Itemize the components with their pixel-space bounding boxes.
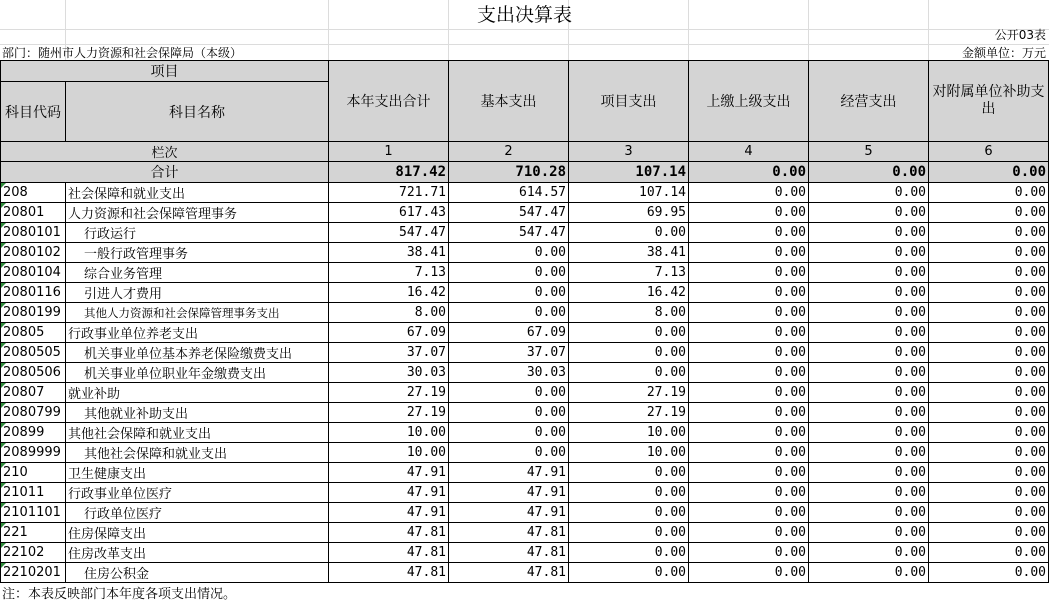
- subject-code-cell: [1, 263, 66, 283]
- amount-cell: 16.42: [329, 283, 449, 303]
- cell-marker-icon: [1, 523, 6, 528]
- table-row: [1, 343, 1049, 363]
- subject-code-cell: [1, 523, 66, 543]
- subject-code-cell: [1, 503, 66, 523]
- subject-code-cell: [1, 243, 66, 263]
- subject-code: 2080104: [3, 265, 61, 280]
- amount-cell: 0.00: [809, 283, 929, 303]
- subject-code-cell: [1, 463, 66, 483]
- amount-cell: 0.00: [449, 423, 569, 443]
- amount-cell: 0.00: [929, 463, 1049, 483]
- total-value: 817.42: [329, 162, 449, 183]
- column-number: 1: [329, 142, 449, 162]
- amount-cell: 0.00: [929, 263, 1049, 283]
- cell-marker-icon: [1, 423, 6, 428]
- subject-name: 机关事业单位基本养老保险缴费支出: [66, 343, 329, 363]
- subject-code: 2080102: [3, 245, 61, 260]
- subject-code-cell: [1, 183, 66, 203]
- amount-cell: 0.00: [809, 423, 929, 443]
- amount-cell: 0.00: [929, 303, 1049, 323]
- amount-cell: 0.00: [929, 383, 1049, 403]
- amount-cell: 67.09: [449, 323, 569, 343]
- subject-code-cell: [1, 563, 66, 583]
- amount-cell: 0.00: [809, 203, 929, 223]
- table-row: [1, 243, 1049, 263]
- amount-cell: 7.13: [329, 263, 449, 283]
- amount-cell: 0.00: [809, 523, 929, 543]
- subject-name: 社会保障和就业支出: [66, 183, 329, 203]
- amount-cell: 0.00: [569, 503, 689, 523]
- amount-cell: 0.00: [689, 503, 809, 523]
- amount-cell: 69.95: [569, 203, 689, 223]
- amount-cell: 10.00: [329, 443, 449, 463]
- header-col-3: 项目支出: [569, 61, 689, 142]
- cell-marker-icon: [1, 343, 6, 348]
- amount-cell: 0.00: [569, 343, 689, 363]
- cell-marker-icon: [1, 323, 6, 328]
- amount-cell: 0.00: [449, 303, 569, 323]
- subject-name: 其他社会保障和就业支出: [66, 443, 329, 463]
- amount-cell: 0.00: [569, 223, 689, 243]
- amount-cell: 0.00: [689, 343, 809, 363]
- amount-cell: 0.00: [809, 363, 929, 383]
- amount-cell: 0.00: [809, 383, 929, 403]
- amount-cell: 0.00: [929, 183, 1049, 203]
- amount-cell: 547.47: [329, 223, 449, 243]
- subject-name: 住房公积金: [66, 563, 329, 583]
- amount-cell: 10.00: [569, 423, 689, 443]
- cell-marker-icon: [1, 203, 6, 208]
- subject-name: 行政单位医疗: [66, 503, 329, 523]
- subject-code: 21011: [3, 485, 45, 500]
- cell-marker-icon: [1, 263, 6, 268]
- amount-cell: 0.00: [569, 563, 689, 583]
- amount-cell: 27.19: [569, 383, 689, 403]
- amount-cell: 547.47: [449, 203, 569, 223]
- amount-cell: 8.00: [329, 303, 449, 323]
- subject-name: 机关事业单位职业年金缴费支出: [66, 363, 329, 383]
- subject-name: 综合业务管理: [66, 263, 329, 283]
- subject-name: 其他人力资源和社会保障管理事务支出: [66, 303, 329, 323]
- subject-code: 22102: [3, 545, 45, 560]
- table-row: [1, 183, 1049, 203]
- cell-marker-icon: [1, 383, 6, 388]
- amount-cell: 0.00: [809, 183, 929, 203]
- amount-cell: 0.00: [449, 383, 569, 403]
- amount-cell: 47.91: [449, 483, 569, 503]
- amount-cell: 47.91: [329, 463, 449, 483]
- amount-cell: 0.00: [569, 523, 689, 543]
- amount-cell: 0.00: [809, 303, 929, 323]
- amount-cell: 0.00: [929, 323, 1049, 343]
- total-label: 合计: [1, 162, 329, 183]
- subject-code-cell: [1, 343, 66, 363]
- total-value: 107.14: [569, 162, 689, 183]
- amount-cell: 0.00: [689, 443, 809, 463]
- page-title: 支出决算表: [476, 4, 572, 26]
- amount-cell: 47.81: [329, 523, 449, 543]
- subject-name: 引进人才费用: [66, 283, 329, 303]
- subject-code: 2080505: [3, 345, 61, 360]
- amount-cell: 47.81: [449, 523, 569, 543]
- subject-code: 20801: [3, 205, 45, 220]
- header-row-index: 栏次: [1, 142, 329, 162]
- amount-cell: 30.03: [449, 363, 569, 383]
- column-number: 4: [689, 142, 809, 162]
- cell-marker-icon: [1, 563, 6, 568]
- subject-code-cell: [1, 223, 66, 243]
- amount-cell: 0.00: [929, 363, 1049, 383]
- subject-code: 20807: [3, 385, 45, 400]
- amount-cell: 0.00: [809, 443, 929, 463]
- total-value: 0.00: [929, 162, 1049, 183]
- table-row: [1, 303, 1049, 323]
- amount-cell: 0.00: [809, 243, 929, 263]
- header-col-2: 基本支出: [449, 61, 569, 142]
- amount-cell: 47.91: [329, 503, 449, 523]
- header-col-4: 上缴上级支出: [689, 61, 809, 142]
- cell-marker-icon: [1, 503, 6, 508]
- amount-cell: 16.42: [569, 283, 689, 303]
- amount-cell: 0.00: [449, 443, 569, 463]
- amount-cell: 0.00: [569, 483, 689, 503]
- header-item: 项目: [1, 61, 329, 82]
- subject-code: 2080116: [3, 285, 61, 300]
- unit-label: 金额单位：万元: [961, 46, 1046, 60]
- amount-cell: 47.91: [329, 483, 449, 503]
- total-value: 710.28: [449, 162, 569, 183]
- expenditure-table: [0, 60, 1049, 583]
- header-col-1: 本年支出合计: [329, 61, 449, 142]
- amount-cell: 0.00: [689, 363, 809, 383]
- amount-cell: 0.00: [689, 543, 809, 563]
- amount-cell: 0.00: [689, 263, 809, 283]
- amount-cell: 0.00: [689, 563, 809, 583]
- amount-cell: 0.00: [689, 303, 809, 323]
- amount-cell: 0.00: [809, 543, 929, 563]
- subject-name: 行政事业单位养老支出: [66, 323, 329, 343]
- amount-cell: 0.00: [569, 463, 689, 483]
- subject-code-cell: [1, 203, 66, 223]
- amount-cell: 8.00: [569, 303, 689, 323]
- amount-cell: 0.00: [449, 283, 569, 303]
- subject-name: 住房保障支出: [66, 523, 329, 543]
- amount-cell: 0.00: [809, 403, 929, 423]
- amount-cell: 0.00: [569, 323, 689, 343]
- amount-cell: 0.00: [689, 383, 809, 403]
- cell-marker-icon: [1, 483, 6, 488]
- amount-cell: 0.00: [689, 203, 809, 223]
- table-row: [1, 283, 1049, 303]
- table-row: [1, 483, 1049, 503]
- table-row: [1, 423, 1049, 443]
- amount-cell: 47.91: [449, 463, 569, 483]
- cell-marker-icon: [1, 363, 6, 368]
- amount-cell: 0.00: [929, 243, 1049, 263]
- amount-cell: 0.00: [809, 463, 929, 483]
- amount-cell: 0.00: [689, 523, 809, 543]
- subject-name: 一般行政管理事务: [66, 243, 329, 263]
- subject-code: 210: [3, 465, 28, 480]
- department-label: 部门：随州市人力资源和社会保障局（本级）: [2, 46, 243, 60]
- column-number: 2: [449, 142, 569, 162]
- cell-marker-icon: [1, 243, 6, 248]
- amount-cell: 0.00: [689, 183, 809, 203]
- subject-code: 2101101: [3, 505, 61, 520]
- subject-code: 20899: [3, 425, 45, 440]
- amount-cell: 37.07: [329, 343, 449, 363]
- amount-cell: 0.00: [689, 463, 809, 483]
- amount-cell: 0.00: [929, 223, 1049, 243]
- amount-cell: 47.81: [449, 563, 569, 583]
- subject-name: 就业补助: [66, 383, 329, 403]
- subject-code: 208: [3, 185, 28, 200]
- amount-cell: 0.00: [689, 323, 809, 343]
- table-row: [1, 463, 1049, 483]
- table-code: 公开03表: [994, 28, 1046, 42]
- amount-cell: 0.00: [569, 363, 689, 383]
- cell-marker-icon: [1, 283, 6, 288]
- amount-cell: 38.41: [569, 243, 689, 263]
- cell-marker-icon: [1, 223, 6, 228]
- subject-name: 卫生健康支出: [66, 463, 329, 483]
- table-row: [1, 383, 1049, 403]
- amount-cell: 107.14: [569, 183, 689, 203]
- amount-cell: 47.81: [329, 563, 449, 583]
- subject-code: 2080506: [3, 365, 61, 380]
- subject-code-cell: [1, 323, 66, 343]
- subject-code-cell: [1, 423, 66, 443]
- amount-cell: 0.00: [929, 543, 1049, 563]
- amount-cell: 0.00: [809, 323, 929, 343]
- cell-marker-icon: [1, 183, 6, 188]
- subject-name: 行政运行: [66, 223, 329, 243]
- amount-cell: 0.00: [569, 543, 689, 563]
- amount-cell: 0.00: [809, 263, 929, 283]
- amount-cell: 37.07: [449, 343, 569, 363]
- table-row: [1, 323, 1049, 343]
- table-row: [1, 263, 1049, 283]
- amount-cell: 47.81: [449, 543, 569, 563]
- total-value: 0.00: [689, 162, 809, 183]
- subject-code-cell: [1, 483, 66, 503]
- cell-marker-icon: [1, 303, 6, 308]
- amount-cell: 0.00: [929, 423, 1049, 443]
- subject-code: 2089999: [3, 445, 61, 460]
- subject-name: 行政事业单位医疗: [66, 483, 329, 503]
- subject-code: 20805: [3, 325, 45, 340]
- column-number: 5: [809, 142, 929, 162]
- amount-cell: 0.00: [929, 403, 1049, 423]
- amount-cell: 0.00: [929, 443, 1049, 463]
- amount-cell: 27.19: [329, 383, 449, 403]
- table-row: [1, 203, 1049, 223]
- table-row: [1, 503, 1049, 523]
- subject-code-cell: [1, 443, 66, 463]
- amount-cell: 0.00: [809, 503, 929, 523]
- cell-marker-icon: [1, 463, 6, 468]
- amount-cell: 0.00: [449, 263, 569, 283]
- amount-cell: 0.00: [689, 403, 809, 423]
- amount-cell: 27.19: [329, 403, 449, 423]
- amount-cell: 0.00: [929, 503, 1049, 523]
- header-col-6: 对附属单位补助支出: [929, 61, 1049, 142]
- subject-code-cell: [1, 363, 66, 383]
- amount-cell: 10.00: [569, 443, 689, 463]
- subject-code: 221: [3, 525, 28, 540]
- table-row: [1, 543, 1049, 563]
- amount-cell: 0.00: [929, 203, 1049, 223]
- amount-cell: 0.00: [929, 523, 1049, 543]
- amount-cell: 0.00: [449, 243, 569, 263]
- amount-cell: 0.00: [929, 483, 1049, 503]
- amount-cell: 10.00: [329, 423, 449, 443]
- amount-cell: 0.00: [689, 423, 809, 443]
- amount-cell: 0.00: [809, 483, 929, 503]
- amount-cell: 27.19: [569, 403, 689, 423]
- amount-cell: 547.47: [449, 223, 569, 243]
- header-subject-name: 科目名称: [66, 82, 329, 142]
- amount-cell: 0.00: [449, 403, 569, 423]
- amount-cell: 0.00: [689, 223, 809, 243]
- amount-cell: 0.00: [809, 343, 929, 363]
- amount-cell: 0.00: [809, 223, 929, 243]
- table-row: [1, 363, 1049, 383]
- total-row: [1, 162, 1049, 183]
- column-number: 3: [569, 142, 689, 162]
- footnote: 注：本表反映部门本年度各项支出情况。: [2, 587, 237, 602]
- header-col-5: 经营支出: [809, 61, 929, 142]
- subject-code-cell: [1, 403, 66, 423]
- amount-cell: 0.00: [809, 563, 929, 583]
- amount-cell: 0.00: [689, 283, 809, 303]
- cell-marker-icon: [1, 403, 6, 408]
- amount-cell: 67.09: [329, 323, 449, 343]
- subject-name: 其他就业补助支出: [66, 403, 329, 423]
- amount-cell: 0.00: [929, 283, 1049, 303]
- subject-code-cell: [1, 383, 66, 403]
- subject-name: 其他社会保障和就业支出: [66, 423, 329, 443]
- subject-code: 2080101: [3, 225, 61, 240]
- amount-cell: 0.00: [929, 343, 1049, 363]
- table-row: [1, 403, 1049, 423]
- subject-code: 2080799: [3, 405, 61, 420]
- subject-name: 人力资源和社会保障管理事务: [66, 203, 329, 223]
- amount-cell: 47.91: [449, 503, 569, 523]
- subject-code-cell: [1, 543, 66, 563]
- amount-cell: 721.71: [329, 183, 449, 203]
- table-row: [1, 563, 1049, 583]
- subject-name: 住房改革支出: [66, 543, 329, 563]
- table-row: [1, 523, 1049, 543]
- amount-cell: 0.00: [689, 243, 809, 263]
- column-number: 6: [929, 142, 1049, 162]
- subject-code-cell: [1, 283, 66, 303]
- amount-cell: 7.13: [569, 263, 689, 283]
- subject-code: 2210201: [3, 565, 61, 580]
- amount-cell: 47.81: [329, 543, 449, 563]
- amount-cell: 0.00: [689, 483, 809, 503]
- subject-code: 2080199: [3, 305, 61, 320]
- total-value: 0.00: [809, 162, 929, 183]
- table-row: [1, 443, 1049, 463]
- cell-marker-icon: [1, 443, 6, 448]
- amount-cell: 0.00: [929, 563, 1049, 583]
- table-row: [1, 223, 1049, 243]
- amount-cell: 38.41: [329, 243, 449, 263]
- amount-cell: 614.57: [449, 183, 569, 203]
- subject-code-cell: [1, 303, 66, 323]
- header-subject-code: 科目代码: [1, 82, 66, 142]
- cell-marker-icon: [1, 543, 6, 548]
- amount-cell: 617.43: [329, 203, 449, 223]
- amount-cell: 30.03: [329, 363, 449, 383]
